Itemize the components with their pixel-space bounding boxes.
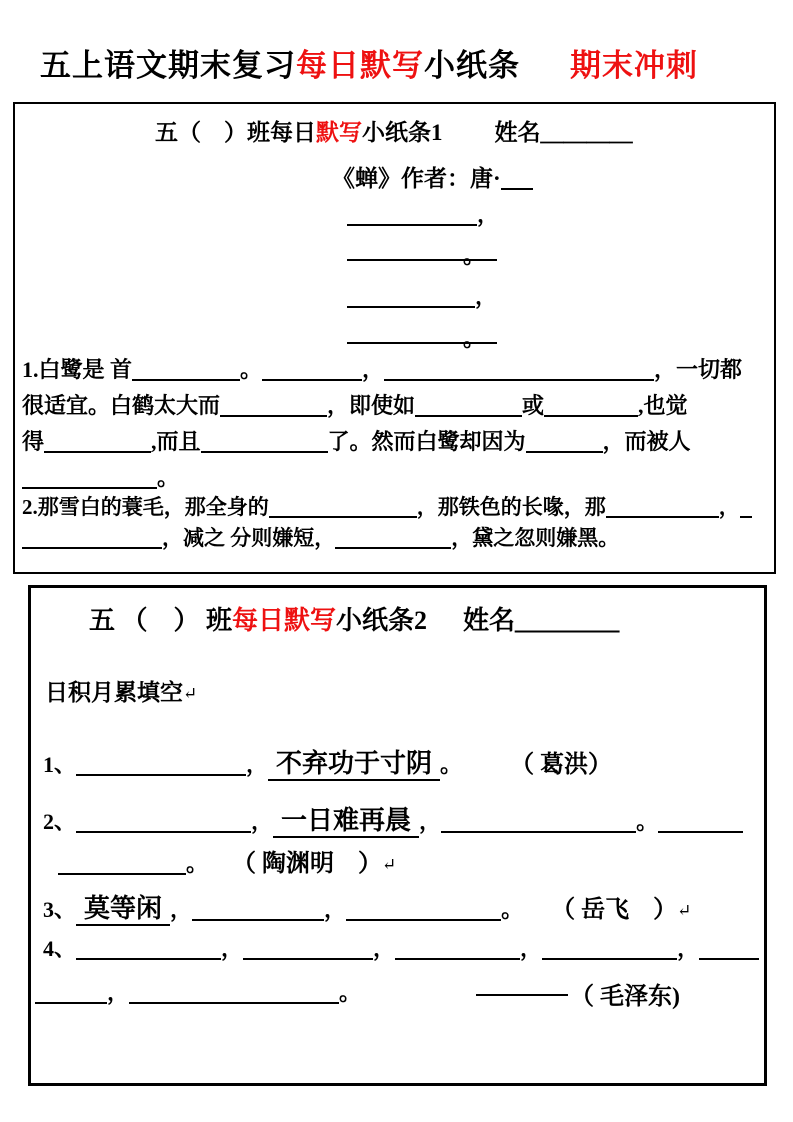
poem-title-line [332, 160, 533, 193]
fill-in-blank [44, 431, 151, 453]
comma: ， [520, 936, 543, 961]
page-title [40, 40, 698, 85]
text: 。 [157, 465, 180, 490]
paragraph-return-icon: ↵ [677, 901, 692, 920]
period: 。 [440, 752, 463, 777]
comma: ， [419, 809, 442, 834]
fill-in-blank [347, 286, 475, 308]
comma: ， [107, 980, 130, 1005]
name-blank: ＿＿＿＿ [540, 120, 633, 145]
period: 。 [501, 897, 524, 922]
fill-in-blank [658, 811, 743, 833]
fill-in-blank [346, 899, 501, 921]
poem-line-3 [347, 280, 497, 311]
text: ， [718, 495, 740, 519]
fill-in-blank [243, 938, 373, 960]
paragraph-2-line-1 [22, 492, 752, 523]
fill-in-blank [22, 467, 157, 489]
comma: ， [677, 936, 700, 961]
fill-in-blank [347, 239, 497, 268]
text: ,也觉 [638, 393, 688, 418]
text: 了。然而白鹭却因为 [327, 429, 526, 454]
fill-in-blank [415, 395, 522, 417]
author-attribution: （ 陶渊明 ） [244, 851, 383, 877]
text: 。 [240, 357, 263, 382]
fill-in-blank [395, 938, 520, 960]
comma: ， [251, 809, 274, 834]
comma: ， [324, 897, 347, 922]
fill-in-blank [220, 395, 327, 417]
slip-1-header [155, 114, 633, 147]
slip-2-header-number: 小纸条2 [336, 606, 428, 635]
author-attribution: （ 葛洪） [522, 752, 613, 778]
item-number: 3、 [43, 897, 77, 922]
fill-in-blank [129, 982, 339, 1004]
text: 或 [522, 393, 545, 418]
fill-in-blank [542, 938, 677, 960]
paragraph-1-line-4 [22, 460, 742, 496]
paragraph-2-line-2 [22, 523, 752, 554]
quiz-item-4-author [476, 976, 680, 1011]
paragraph-1-line-3 [22, 424, 742, 460]
fill-in-blank [384, 359, 654, 381]
period: 。 [186, 851, 209, 876]
text: 2.那雪白的蓑毛，那全身的 [22, 495, 269, 519]
fill-in-blank [22, 527, 162, 549]
paragraph-1-line-1 [22, 352, 742, 388]
period: 。 [462, 243, 485, 268]
item-number: 1、 [43, 752, 77, 777]
paragraph-1 [22, 352, 742, 496]
prefilled-answer: 一日难再晨 [273, 806, 419, 838]
fill-in-blank [76, 754, 246, 776]
fill-in-blank [347, 204, 477, 226]
name-blank: ＿＿＿＿ [515, 606, 620, 635]
text: ，一切都 [654, 357, 743, 382]
text: ,而且 [151, 429, 201, 454]
fill-in-blank [132, 359, 240, 381]
title-part-3: 小纸条 [424, 48, 520, 83]
title-part-2-red: 每日默写 [296, 48, 424, 83]
section-label [45, 674, 197, 707]
slip-2-header-text: 五 （ ） 班 [89, 606, 233, 635]
poem-line-4 [347, 322, 497, 351]
fill-in-blank [201, 431, 328, 453]
quiz-item-1 [43, 743, 612, 780]
slip-2-header-red-text: 每日默写 [232, 606, 337, 635]
item-number: 2、 [43, 809, 77, 834]
fill-in-blank [262, 359, 362, 381]
quiz-item-2-line-1 [43, 800, 743, 837]
paragraph-return-icon: ↵ [382, 855, 397, 874]
quiz-item-4-line-2 [35, 976, 361, 1007]
text: ，那铁色的长喙，那 [416, 495, 606, 519]
fill-in-blank [740, 496, 752, 518]
quiz-item-3 [43, 888, 691, 925]
fill-in-blank [269, 496, 417, 518]
period: 。 [636, 809, 659, 834]
fill-in-blank [544, 395, 638, 417]
author-attribution: （ 岳飞 ） [563, 897, 678, 923]
text: ，即使如 [327, 393, 416, 418]
text: ，而被人 [602, 429, 691, 454]
fill-in-blank [192, 899, 324, 921]
fill-in-blank [335, 527, 451, 549]
poem-line-2 [347, 239, 497, 268]
paragraph-2 [22, 492, 752, 554]
quiz-item-2-line-2 [58, 843, 396, 878]
slip-1-header-number: 小纸条1 [362, 120, 443, 145]
period: 。 [462, 326, 485, 351]
section-label-text: 日积月累填空 [45, 680, 183, 705]
slip-2-header [89, 600, 619, 637]
poem-title-text: 《蝉》作者：唐· [332, 166, 501, 191]
comma: ， [221, 936, 244, 961]
name-label: 姓名 [494, 120, 541, 145]
text: 很适宜。白鹤太大而 [22, 393, 221, 418]
author-attribution: （ 毛泽东) [570, 984, 680, 1010]
fill-in-blank [606, 496, 719, 518]
fill-in-blank [501, 168, 533, 190]
prefilled-answer: 莫等闲 [76, 894, 170, 926]
text: 得 [22, 429, 45, 454]
worksheet-slip-1 [13, 102, 776, 574]
title-part-1: 五上语文期末复习 [40, 48, 296, 83]
title-part-4-red: 期末冲刺 [570, 48, 698, 83]
name-label: 姓名 [463, 606, 516, 635]
paragraph-1-line-2 [22, 388, 742, 424]
fill-in-blank [699, 938, 759, 960]
poem-line-1 [347, 198, 499, 229]
attribution-dash-line [476, 994, 568, 996]
slip-1-header-red-text: 默写 [316, 120, 362, 145]
paragraph-return-icon: ↵ [183, 684, 198, 703]
fill-in-blank [526, 431, 603, 453]
comma: ， [477, 202, 500, 227]
fill-in-blank [441, 811, 636, 833]
period: 。 [339, 980, 362, 1005]
prefilled-answer: 不弃功于寸阴 [268, 749, 440, 781]
fill-in-blank [58, 853, 186, 875]
comma: ， [373, 936, 396, 961]
item-number: 4、 [43, 936, 77, 961]
text: ，黛之忽则嫌黑。 [451, 526, 620, 550]
quiz-item-4-line-1 [43, 932, 759, 963]
fill-in-blank [347, 322, 497, 351]
comma: ， [170, 897, 193, 922]
worksheet-slip-2 [28, 585, 767, 1086]
comma: ， [475, 284, 498, 309]
slip-1-header-text: 五（ ）班每日 [155, 120, 316, 145]
text: ，减之 分则嫌短， [162, 526, 336, 550]
fill-in-blank [76, 811, 251, 833]
fill-in-blank [76, 938, 221, 960]
fill-in-blank [35, 982, 107, 1004]
text: 1.白鹭是 首 [22, 357, 133, 382]
text: ， [362, 357, 385, 382]
comma: ， [246, 752, 269, 777]
